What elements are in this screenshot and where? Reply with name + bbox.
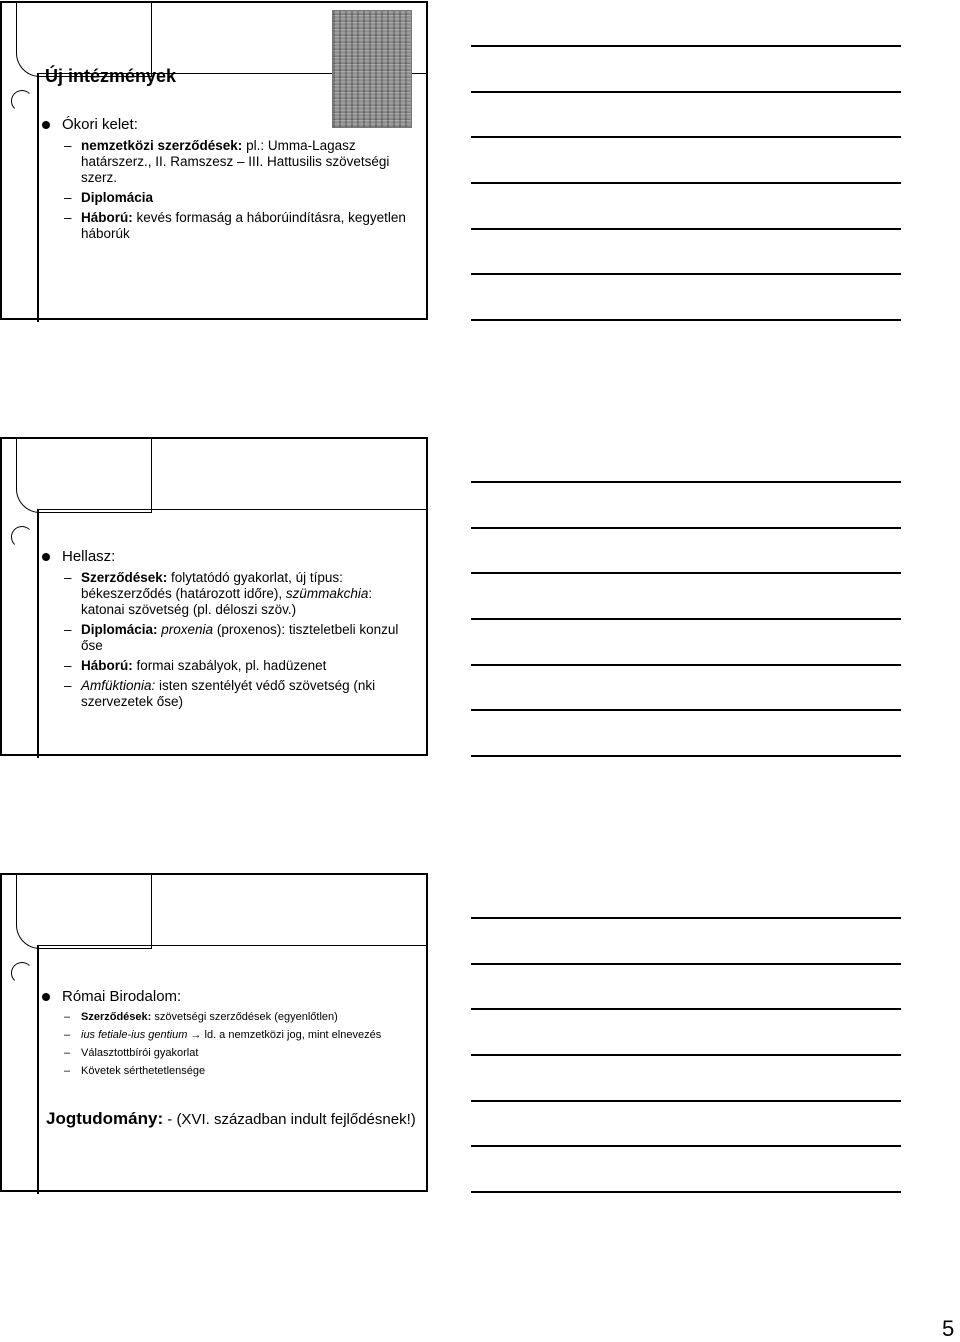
note-line (471, 664, 901, 666)
slide-frame-decoration (37, 509, 39, 758)
slide-frame-decoration (11, 90, 33, 112)
slide-frame-decoration (37, 509, 428, 510)
note-line (471, 755, 901, 757)
note-line (471, 963, 901, 965)
note-line (471, 1008, 901, 1010)
sub-item: – Szerződések: szövetségi szerződések (egyenlőtlen) (64, 1011, 338, 1023)
bullet-icon (42, 553, 50, 561)
slide-frame-decoration (11, 962, 33, 984)
page-number: 5 (942, 1316, 955, 1341)
sub-item: – Amfüktionia: isten szentélyét védő szövetség (nki szervezetek őse) (64, 678, 376, 709)
note-line (471, 709, 901, 711)
note-line (471, 917, 901, 919)
note-line (471, 228, 901, 230)
note-line (471, 182, 901, 184)
sub-item: – Háború: kevés formaság a háborúindításra, kegyetlen háborúk (64, 210, 406, 241)
sub-item: – Választottbírói gyakorlat (64, 1047, 199, 1059)
note-line (471, 45, 901, 47)
bullet-icon (42, 993, 50, 1001)
slide-frame-decoration (37, 73, 39, 322)
note-line (471, 91, 901, 93)
slide-frame-decoration (37, 945, 39, 1194)
sub-item: – Követek sérthetetlensége (64, 1065, 206, 1077)
slide-content (42, 548, 410, 714)
jogtudomany-text: Jogtudomány: - (XVI. században indult fejlődésnek!) (46, 1109, 416, 1128)
slide-1 (0, 1, 428, 320)
bullet-item: Római Birodalom: (42, 988, 410, 1006)
note-line (471, 527, 901, 529)
slide-frame-decoration (37, 945, 428, 946)
bullet-item: Ókori kelet: (42, 116, 410, 134)
cuneiform-tablet-image (332, 10, 412, 128)
slide-frame-decoration (11, 526, 33, 548)
sub-item: – Diplomácia: proxenia (proxenos): tiszteletbeli konzul őse (64, 622, 399, 653)
slide-content (42, 988, 410, 1082)
note-line (471, 1191, 901, 1193)
slide-frame-decoration (16, 873, 152, 949)
note-line (471, 319, 901, 321)
slide-2 (0, 437, 428, 756)
slide-3 (0, 873, 428, 1192)
note-line (471, 618, 901, 620)
note-line (471, 1054, 901, 1056)
bullet-icon (42, 121, 50, 129)
sub-item: – Szerződések: folytatódó gyakorlat, új típus: békeszerződés (határozott időre), szümmakchia: katonai szövetség (pl. déloszi szöv.) (64, 570, 373, 617)
sub-item: – Háború: formai szabályok, pl. hadüzenet (64, 658, 327, 673)
slide-title: Új intézmények (45, 66, 177, 86)
note-line (471, 1145, 901, 1147)
slide-content (42, 116, 410, 246)
note-line (471, 481, 901, 483)
slide-frame-decoration (16, 437, 152, 513)
sub-item: – ius fetiale-ius gentium → ld. a nemzetközi jog, mint elnevezés (64, 1029, 382, 1041)
note-line (471, 273, 901, 275)
bullet-item: Hellasz: (42, 548, 410, 566)
sub-item: – Diplomácia (64, 190, 154, 205)
sub-item: – nemzetközi szerződések: pl.: Umma-Lagasz határszerz., II. Ramszesz – III. Hattusilis szövetségi szerz. (64, 138, 390, 185)
note-line (471, 572, 901, 574)
note-line (471, 136, 901, 138)
note-line (471, 1100, 901, 1102)
